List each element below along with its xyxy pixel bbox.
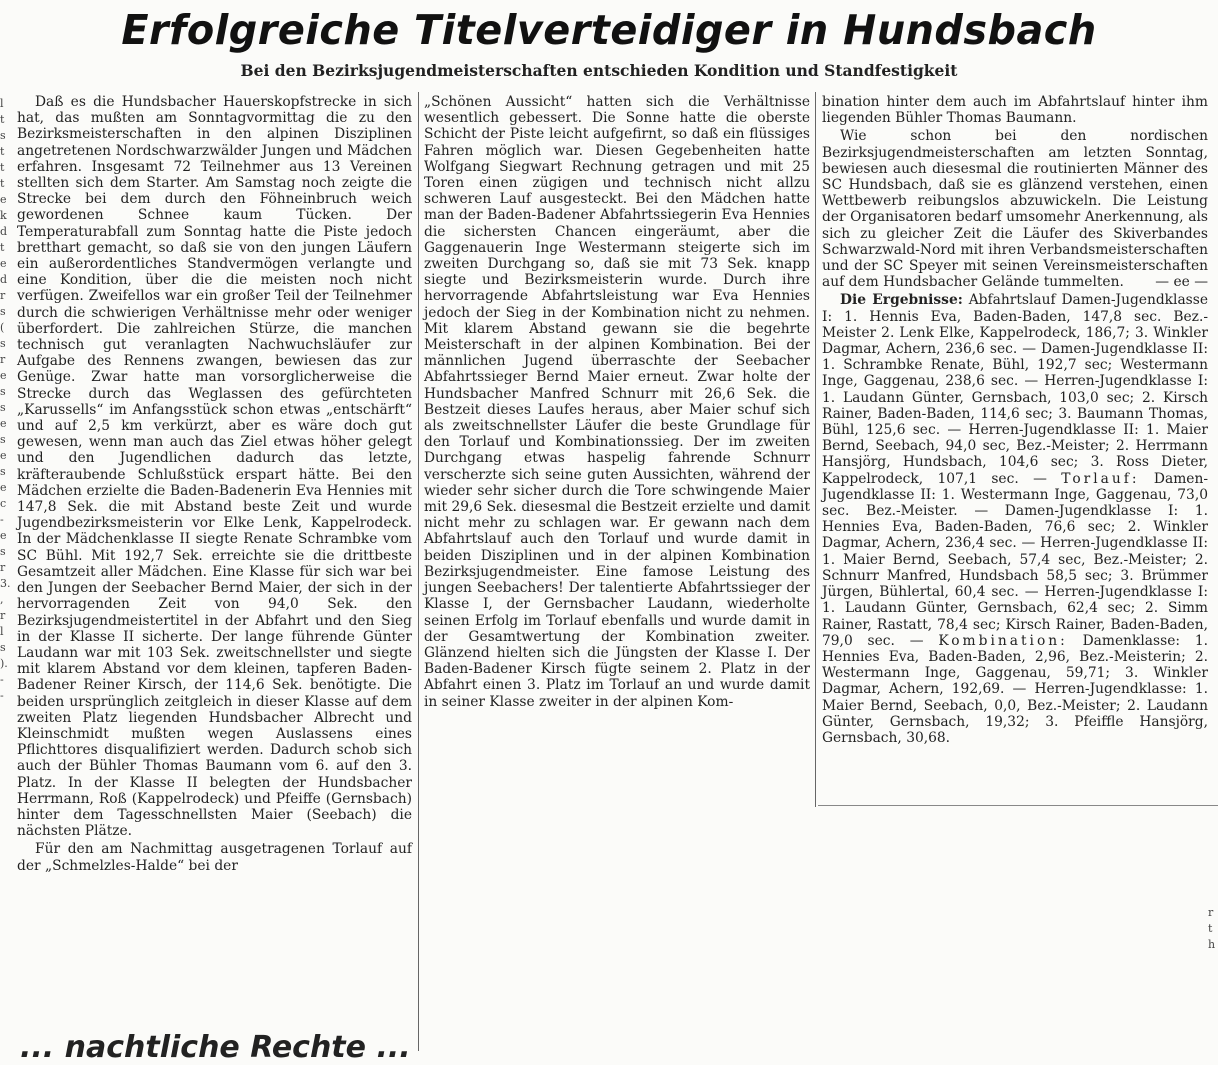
right-margin-fragments: r t h <box>1208 906 1216 951</box>
column-divider <box>815 92 816 807</box>
article-end-rule <box>818 805 1218 806</box>
author-signoff: — ee — <box>1155 274 1208 291</box>
subheadline: Bei den Bezirksjugendmeisterschaften entschieden Kondition und Standfestigkeit <box>240 61 958 80</box>
kombination-label: Kombination: <box>938 632 1068 649</box>
results-torlauf: Damen-Jugendklasse II: 1. Westermann Inge, Gaggenau, 73,0 sec. Bez.-Meister. — Damen-Jugendklasse I: 1. Hennies Eva, Baden-Baden, 76,6 sec; 2. Winkler Dagmar, Achern, 236,4 sec. — Herren-Jugendklasse II: 1. Maier Bernd, Seebach, 57,4 sec, Bez.-Meister; 2. Schnurr Manfred, Hundsbach 58,5 sec; 3. Brümmer Jürgen, Bühlertal, 60,4 sec. — Herren-Jugendklasse I: 1. Laudann Günter, Gernsbach, 62,4 sec; 2. Simm Rainer, Rastatt, 78,4 sec; Kirsch Rainer, Baden-Baden, 79,0 sec. — <box>822 470 1208 649</box>
headline: Erfolgreiche Titelverteidiger in Hundsbach <box>121 6 1097 54</box>
results-paragraph <box>822 292 1208 746</box>
article-paragraph: Für den am Nachmittag ausgetragenen Torlauf auf der „Schmelzles-Halde“ bei der <box>17 841 412 874</box>
left-margin-fragments: l t s t t t e k d t e d r s ( s r e s s e s e s e c - e s r 3. , r l s ). - - <box>0 97 10 702</box>
article-paragraph: Daß es die Hundsbacher Hauerskopfstrecke in sich hat, das mußten am Sonntagvormittag die zu den Bezirksmeisterschaften in den alpinen Disziplinen angetretenen Nordschwarzwälder Jungen und Mädchen erfahren. Insgesamt 72 Teilnehmer aus 13 Vereinen stellten sich dem Starter. Am Samstag noch zeigte die Strecke bei dem durch den Föhneinbruch weich gewordenen Schnee kaum Tücken. Der Temperaturabfall zum Sonntag hatte die Piste jedoch bretthart gemacht, so daß sie von den jungen Läufern ein außerordentliches Standvermögen verlangte und eine Kondition, über die die meisten noch nicht verfügen. Zweifellos war ein großer Teil der Teilnehmer durch die schwierigen Verhältnisse mehr oder weniger überfordert. Die zahlreichen Stürze, die manchen technisch gut veranlagten Nachwuchsläufer zur Aufgabe des Rennens zwangen, bewiesen das zur Genüge. Zwar hatte man vorsorglicherweise die Strecke durch das Weglassen des gefürchteten „Karussells“ im Anfangsstück schon etwas „entschärft“ und auf 2,5 km verkürzt, aber es wäre doch gut gewesen, wenn man auch das Ziel etwas höher gelegt und den Jugendlichen dadurch das letzte, kräfteraubende Schlußstück erspart hätte. Bei den Mädchen erzielte die Baden-Badenerin Eva Hennies mit 147,8 Sek. die mit Abstand beste Zeit und wurde Jugendbezirksmeisterin vor Elke Lenk, Kappelrodeck. In der Mädchenklasse II siegte Renate Schrambke vom SC Bühl. Mit 192,7 Sek. erreichte sie die drittbeste Gesamtzeit aller Mädchen. Eine Klasse für sich war bei den Jungen der Seebacher Bernd Maier, der sich in der hervorragenden Zeit von 94,0 Sek. den Bezirksjugendmeistertitel in der Abfahrt und den Sieg in der Klasse II sicherte. Der lange führende Günter Laudann war mit 103 Sek. zweitschnellster und siegte mit klarem Abstand vor dem kleinen, tapferen Baden-Badener Reiner Kirsch, der 114,6 Sek. benötigte. Die beiden ursprünglich zeitgleich in dieser Klasse auf dem zweiten Platz liegenden Hundsbacher Albrecht und Kleinschmidt mußten wegen Auslassens eines Pflichttores disqualifiziert werden. Dadurch schob sich auch der Bühler Thomas Baumann vom 6. auf den 3. Platz. In der Klasse II belegten der Hundsbacher Herrmann, Roß (Kappelrodeck) und Pfeiffe (Gernsbach) hinter dem Tagesschnellsten Maier (Seebach) die nächsten Plätze. <box>17 94 412 840</box>
results-abfahrt: Abfahrtslauf Damen-Jugendklasse I: 1. Hennis Eva, Baden-Baden, 147,8 sec. Bez.-Meister 2. Lenk Elke, Kappelrodeck, 186,7; 3. Winkler Dagmar, Achern, 236,6 sec. — Damen-Jugendklasse II: 1. Schrambke Renate, Bühl, 192,7 sec; Westermann Inge, Gaggenau, 238,6 sec. — Herren-Jugendklasse I: 1. Laudann Günter, Gernsbach, 103,0 sec; 2. Kirsch Rainer, Baden-Baden, 114,6 sec; 3. Baumann Thomas, Bühl, 125,6 sec. — Herren-Jugendklasse II: 1. Maier Bernd, Seebach, 94,0 sec, Bez.-Meister; 2. Herrmann Hansjörg, Hundsbach, 104,6 sec; 3. Ross Dieter, Kappelrodeck, 107,1 sec. — <box>822 292 1209 487</box>
article-column-2 <box>424 94 810 710</box>
article-column-3 <box>822 94 1208 746</box>
results-label: Die Ergebnisse: <box>840 292 963 309</box>
column-divider <box>418 92 419 1051</box>
next-article-heading-fragment: ... nachtliche Rechte ... <box>20 1030 411 1065</box>
article-paragraph <box>822 128 1208 290</box>
article-paragraph: bination hinter dem auch im Abfahrtslauf hinter ihm liegenden Bühler Thomas Baumann. <box>822 94 1208 127</box>
torlauf-label: Torlauf: <box>1061 470 1140 487</box>
article-column-1 <box>17 94 412 874</box>
paragraph-text: Wie schon bei den nordischen Bezirksjugendmeisterschaften am letzten Sonntag, bewiesen auch diesesmal die routinierten Männer des SC Hundsbach, daß sie es glänzend verstehen, einen Wettbewerb reibungslos abzuwickeln. Die Leistung der Organisatoren bedarf umsomehr Anerkennung, als sich zu gleicher Zeit die Läufer des Skiverbandes Schwarzwald-Nord mit ihren Verbandsmeisterschaften und der SC Speyer mit seinen Vereinsmeisterschaften auf dem Hundsbacher Gelände tummelten. <box>822 128 1208 291</box>
article-paragraph: „Schönen Aussicht“ hatten sich die Verhältnisse wesentlich gebessert. Die Sonne hatte die oberste Schicht der Piste leicht aufgefirnt, so daß ein flüssiges Fahren möglich war. Diesen Gegebenheiten hatte Wolfgang Siegwart Rechnung getragen und mit 25 Toren einen zügigen und technisch nicht allzu schweren Lauf ausgesteckt. Bei den Mädchen hatte man der Baden-Badener Abfahrtssiegerin Eva Hennies die sichersten Chancen eingeräumt, aber die Gaggenauerin Inge Westermann steigerte sich im zweiten Durchgang so, daß sie mit 73 Sek. knapp siegte und Bezirksmeisterin wurde. Durch ihre hervorragende Abfahrtsleistung war Eva Hennies jedoch der Sieg in der Kombination nicht zu nehmen. Mit klarem Abstand gewann sie die begehrte Meisterschaft in der alpinen Kombination. Bei der männlichen Jugend überraschte der Seebacher Abfahrtssieger Bernd Maier erneut. Zwar holte der Hundsbacher Manfred Schnurr mit 26,6 Sek. die Bestzeit dieses Laufes heraus, aber Maier schuf sich als zweitschnellster Läufer die beste Grundlage für den Torlauf und Kombinationssieg. Der im zweiten Durchgang etwas haspelig fahrende Schnurr verscherzte sich seine guten Aussichten, während der wieder sehr sicher durch die Tore schwingende Maier mit 29,6 Sek. diesesmal die Bestzeit erzielte und damit nicht mehr zu schlagen war. Er gewann nach dem Abfahrtslauf auch den Torlauf und wurde damit in beiden Disziplinen und in der alpinen Kombination Bezirksjugendmeister. Eine famose Leistung des jungen Seebachers! Der talentierte Abfahrtssieger der Klasse I, der Gernsbacher Laudann, wiederholte seinen Erfolg im Torlauf ebenfalls und wurde damit in der Gesamtwertung der Kombination zweiter. Glänzend hielten sich die Jüngsten der Klasse I. Der Baden-Badener Kirsch fügte seinem 2. Platz in der Abfahrt einen 3. Platz im Torlauf an und wurde damit in seiner Klasse zweiter in der alpinen Kom- <box>424 94 810 710</box>
results-kombination: Damenklasse: 1. Hennies Eva, Baden-Baden, 2,96, Bez.-Meisterin; 2. Westermann Inge, Gaggenau, 59,71; 3. Winkler Dagmar, Achern, 192,69. — Herren-Jugendklasse: 1. Maier Bernd, Seebach, 0,0, Bez.-Meister; 2. Laudann Günter, Gernsbach, 19,32; 3. Pfeiffle Hansjörg, Gernsbach, 30,68. <box>822 632 1208 746</box>
